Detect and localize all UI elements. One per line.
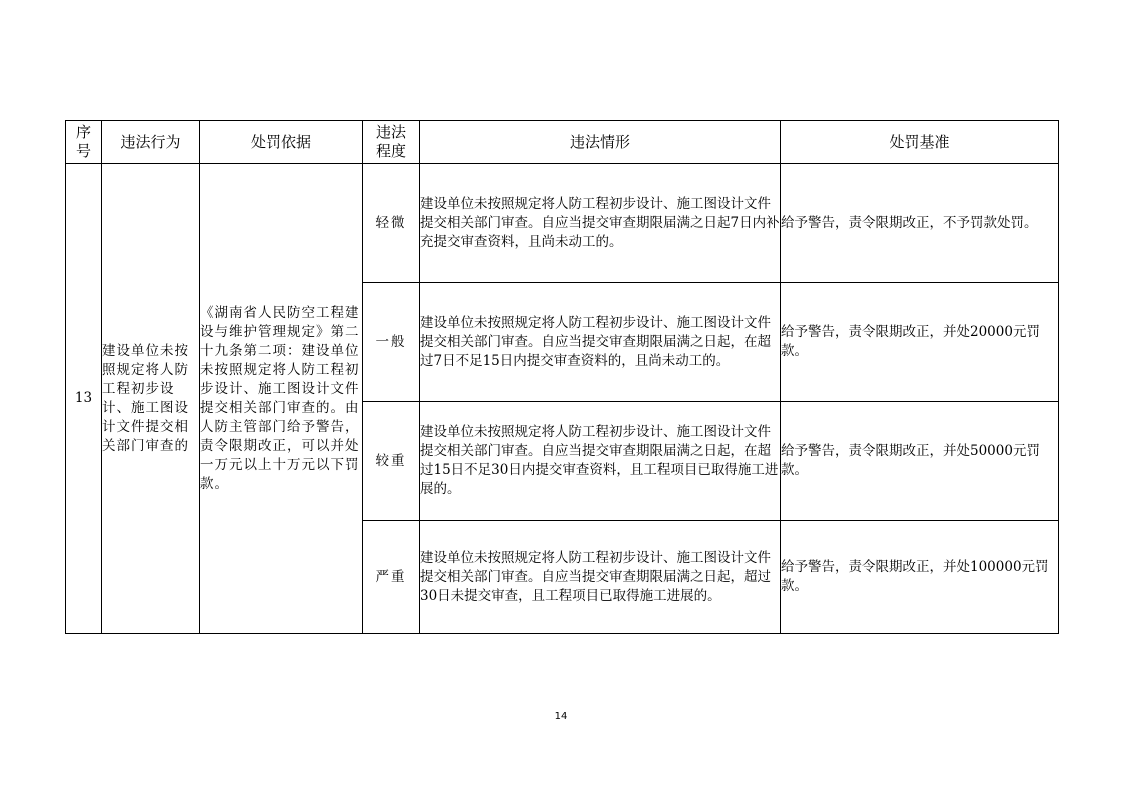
degree-cell: 严重: [363, 521, 420, 634]
header-degree: 违法程度: [363, 121, 420, 164]
page-number: 14: [554, 711, 568, 722]
standard-cell: 给予警告，责令限期改正，并处100000元罚款。: [781, 521, 1059, 634]
header-row: [66, 121, 1059, 164]
seq-cell: 13: [66, 164, 102, 634]
behavior-cell: 建设单位未按照规定将人防工程初步设计、施工图设计文件提交相关部门审查的: [102, 164, 200, 634]
standard-cell: 给予警告，责令限期改正，并处50000元罚款。: [781, 402, 1059, 521]
circumstance-cell: 建设单位未按照规定将人防工程初步设计、施工图设计文件提交相关部门审查。自应当提交审查期限届满之日起，在超过7日不足15日内提交审查资料的，且尚未动工的。: [420, 283, 781, 402]
degree-cell: 轻微: [363, 164, 420, 283]
circumstance-cell: 建设单位未按照规定将人防工程初步设计、施工图设计文件提交相关部门审查。自应当提交审查期限届满之日起7日内补充提交审查资料，且尚未动工的。: [420, 164, 781, 283]
standard-cell: 给予警告，责令限期改正，并处20000元罚款。: [781, 283, 1059, 402]
standard-cell: 给予警告，责令限期改正，不予罚款处罚。: [781, 164, 1059, 283]
degree-cell: 较重: [363, 402, 420, 521]
degree-cell: 一般: [363, 283, 420, 402]
penalty-standard-table: [65, 120, 1059, 634]
header-circumstance: 违法情形: [420, 121, 781, 164]
basis-cell: 《湖南省人民防空工程建设与维护管理规定》第二十九条第二项：建设单位未按照规定将人防工程初步设计、施工图设计文件提交相关部门审查的。由人防主管部门给予警告，责令限期改正，可以并处一万元以上十万元以下罚款。: [200, 164, 363, 634]
header-seq: 序号: [66, 121, 102, 164]
header-behavior: 违法行为: [102, 121, 200, 164]
circumstance-cell: 建设单位未按照规定将人防工程初步设计、施工图设计文件提交相关部门审查。自应当提交审查期限届满之日起，在超过15日不足30日内提交审查资料，且工程项目已取得施工进展的。: [420, 402, 781, 521]
table-row: [66, 164, 1059, 283]
header-basis: 处罚依据: [200, 121, 363, 164]
header-standard: 处罚基准: [781, 121, 1059, 164]
circumstance-cell: 建设单位未按照规定将人防工程初步设计、施工图设计文件提交相关部门审查。自应当提交审查期限届满之日起，超过30日未提交审查，且工程项目已取得施工进展的。: [420, 521, 781, 634]
